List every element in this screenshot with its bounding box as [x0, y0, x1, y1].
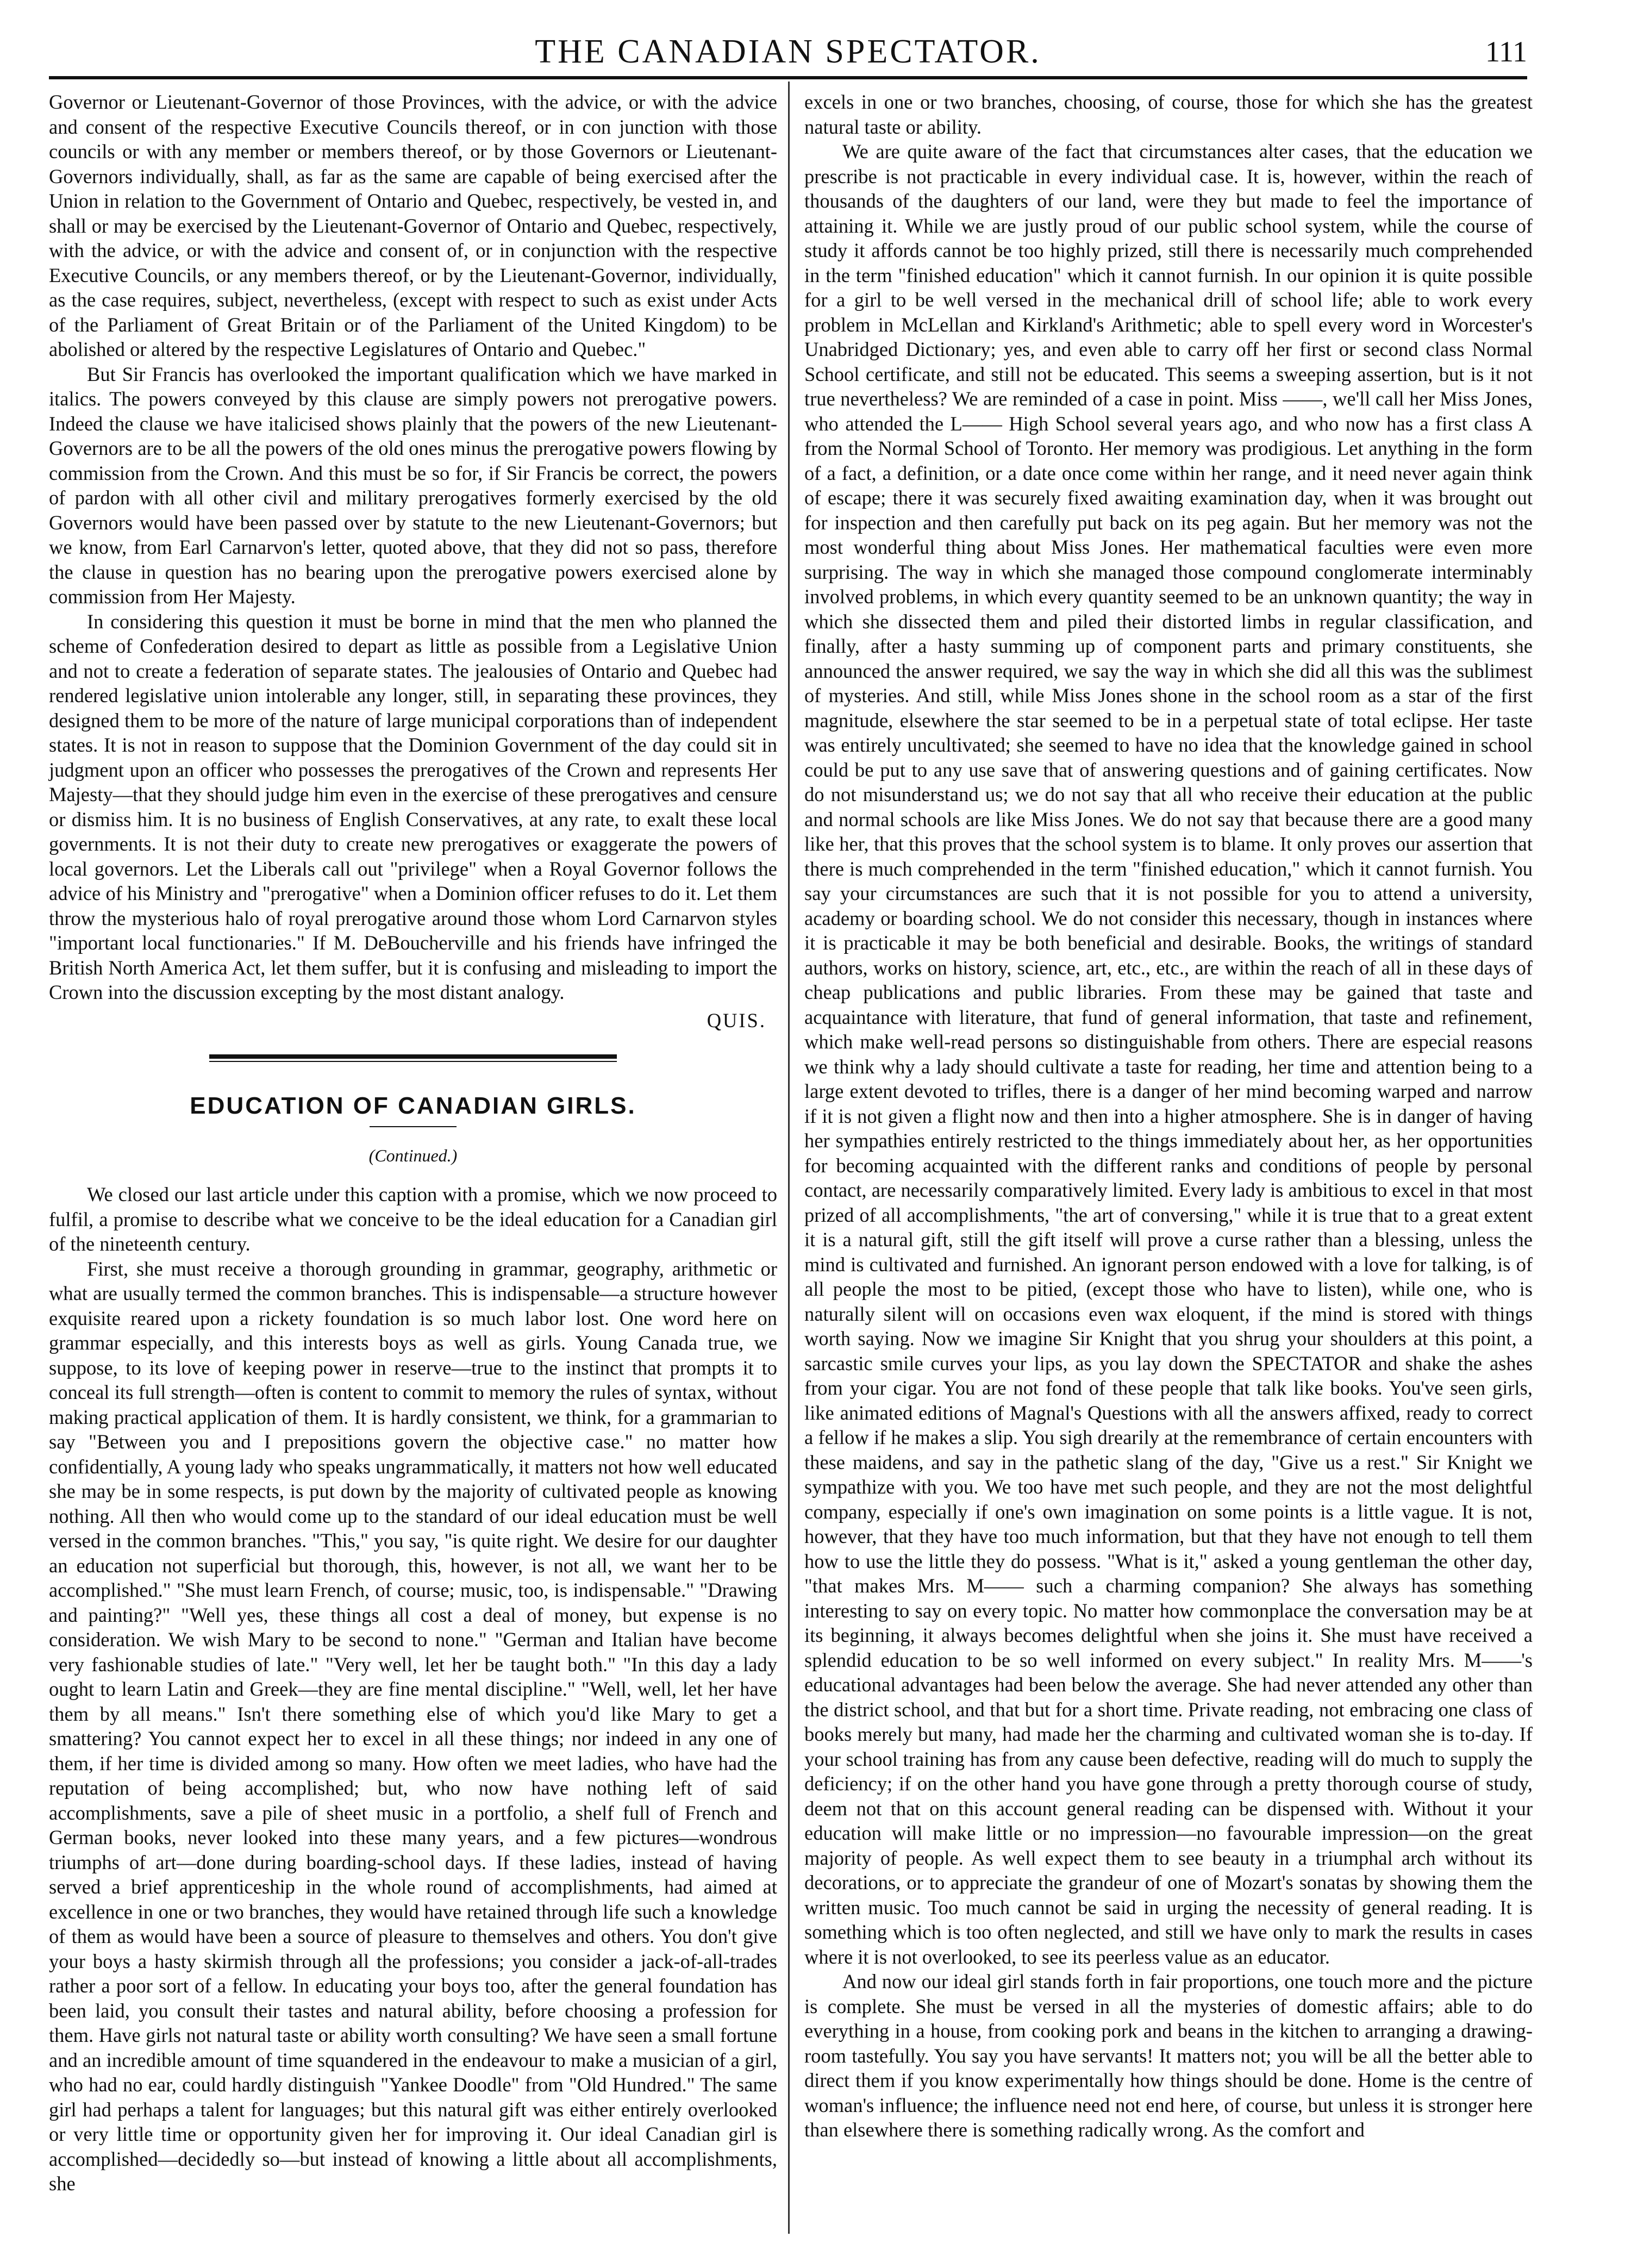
right-column: [804, 90, 1533, 2142]
masthead-title: THE CANADIAN SPECTATOR.: [535, 33, 1041, 70]
signature: QUIS.: [707, 1009, 766, 1032]
paragraph: And now our ideal girl stands forth in fair proportions, one touch more and the picture is complete. She must be versed in all the mysteries of domestic affairs; able to do everything in a house, from cooking pork and beans in the kitchen to arranging a drawing-room tastefully. You say you have servants! It matters not; you will be all the better able to direct them if you know experimentally how things should be done. Home is the centre of woman's influence; the influence need not end here, of course, but unless it is stronger here than elsewhere there is something radically wrong. As the comfort and: [804, 1970, 1533, 2141]
page-number: 111: [1485, 35, 1527, 68]
column-divider: [788, 82, 790, 2234]
paragraph: excels in one or two branches, choosing, of course, those for which she has the greatest natural taste or ability.: [804, 91, 1533, 138]
section-title: EDUCATION OF CANADIAN GIRLS.: [190, 1092, 636, 1119]
paragraph: We closed our last article under this caption with a promise, which we now proceed to fulfil, a promise to describe what we conceive to be the ideal education for a Canadian girl of the nineteenth century.: [49, 1183, 777, 1255]
paragraph: First, she must receive a thorough grounding in grammar, geography, arithmetic or what are usually termed the common branches. This is indispensable—a structure however exquisite reared upon a rickety foundation is so much labor lost. One word here on grammar especially, and this interests boys as well as girls. Young Canada true, we suppose, to its love of keeping power in reserve—true to the instinct that prompts it to conceal its full strength—often is content to commit to memory the rules of syntax, without making practical application of them. It is hardly consistent, we think, for a grammarian to say "Between you and I prepositions govern the objective case." no matter how confidentially, A young lady who speaks ungrammatically, it matters not how well educated she may be in some respects, is put down by the majority of cultivated people as knowing nothing. All then who would come up to the standard of our ideal education must be well versed in the common branches. "This," you say, "is quite right. We desire for our daughter an education not superficial but thorough, this, however, is not all, we want her to be accomplished." "She must learn French, of course; music, too, is indispensable." "Drawing and painting?" "Well yes, these things all cost a deal of money, but expense is no consideration. We wish Mary to be second to none." "German and Italian have become very fashionable studies of late." "Very well, let her be taught both." "In this day a lady ought to learn Latin and Greek—they are fine mental discipline." "Well, well, let her have them by all means." Isn't there something else of which you'd like Mary to get a smattering? You cannot expect her to excel in all these things; nor indeed in any one of them, if her time is divided among so many. How often we meet ladies, who have had the reputation of being accomplished; but, who now have nothing left of said accomplishments, save a pile of sheet music in a portfolio, a shelf full of French and German books, never looked into these many years, and a few pictures—wondrous triumphs of art—done during boarding-school days. If these ladies, instead of having served a brief apprenticeship in the whole round of accomplishments, had aimed at excellence in one or two branches, they would have retained through life such a knowledge of them as would have been a source of pleasure to themselves and others. You don't give your boys a hasty skirmish through all the professions; you consider a jack-of-all-trades rather a poor sort of a fellow. In educating your boys too, after the general foundation has been laid, you consult their tastes and natural ability, before choosing a profession for them. Have girls not natural taste or ability worth consulting? We have seen a small fortune and an incredible amount of time squandered in the endeavour to make a musician of a girl, who had no ear, could hardly distinguish "Yankee Doodle" from "Old Hundred." The same girl had perhaps a talent for languages; but this natural gift was either entirely overlooked or very little time or opportunity given her for improving it. Our ideal Canadian girl is accomplished—decidedly so—but instead of knowing a little about all accomplishments, she: [49, 1257, 777, 2195]
paragraph: But Sir Francis has overlooked the important qualification which we have marked in italics. The powers conveyed by this clause are simply powers not prerogative powers. Indeed the clause we have italicised shows plainly that the powers of the new Lieutenant-Governors are to be all the powers of the old ones minus the prerogative powers flowing by commission from the Crown. And this must be so for, if Sir Francis be correct, the powers of pardon with all other civil and military prerogatives formerly exercised by the old Governors would have been passed over by statute to the new Lieutenant-Governors; but we know, from Earl Carnarvon's letter, quoted above, that they did not so pass, therefore the clause in question has no bearing upon the prerogative powers exercised alone by commission from Her Majesty.: [49, 363, 777, 608]
paragraph: We are quite aware of the fact that circumstances alter cases, that the education we prescribe is not practicable in every individual case. It is, however, within the reach of thousands of the daughters of our land, were they but made to feel the importance of attaining it. While we are justly proud of our public school system, while the course of study it affords cannot be too highly prized, still there is necessarily much comprehended in the term "finished education" which it cannot furnish. In our opinion it is quite possible for a girl to be well versed in the mechanical drill of school life; able to work every problem in McLellan and Kirkland's Arithmetic; able to spell every word in Worcester's Unabridged Dictionary; yes, and even able to carry off her first or second class Normal School certificate, and still not be educated. This seems a sweeping assertion, but is it not true nevertheless? We are reminded of a case in point. Miss ——, we'll call her Miss Jones, who attended the L—— High School several years ago, and who now has a first class A from the Normal School of Toronto. Her memory was prodigious. Let anything in the form of a fact, a definition, or a date once come within her range, and it need never again think of escape; there it was securely fixed awaiting examination day, when it was brought out for inspection and then carefully put back on its peg again. But her memory was not the most wonderful thing about Miss Jones. Her mathematical faculties were even more surprising. The way in which she managed those compound conglomerate interminably involved problems, in which every quantity seemed to be an unknown quantity; the way in which she dissected them and piled their distorted limbs in regular classification, and finally, after a hasty summing up of component parts and primary constituents, she announced the answer required, we say the way in which she did all this was the sublimest of mysteries. And still, while Miss Jones shone in the school room as a star of the first magnitude, elsewhere the star seemed to be in a perpetual state of total eclipse. Her taste was entirely uncultivated; she seemed to have no idea that the knowledge gained in school could be put to any use save that of answering questions and of gaining certificates. Now do not misunderstand us; we do not say that all who receive their education at the public and normal schools are like Miss Jones. We do not say that because there are a good many like her, that this proves that the school system is to blame. It only proves our assertion that there is much comprehended in the term "finished education," which it cannot furnish. You say your circumstances are such that it is not possible for you to attend a university, academy or boarding school. We do not consider this necessary, though in instances where it is practicable it may be both beneficial and desirable. Books, the writings of standard authors, works on history, science, art, etc., etc., are within the reach of all in these days of cheap publications and public libraries. From these may be gained that taste and acquaintance with literature, that fund of general information, that taste and refinement, which make well-read persons so distinguishable from others. There are especial reasons we think why a lady should cultivate a taste for reading, her time and attention being to a large extent devoted to trifles, there is a danger of her mind becoming warped and narrow if it is not given a flight now and then into a higher atmosphere. She is in danger of having her sympathies entirely restricted to the things immediately about her, as her opportunities for becoming acquainted with the different ranks and conditions of people by personal contact, are necessarily comparatively limited. Every lady is ambitious to excel in that most prized of all accomplishments, "the art of conversing," while it is true that to a great extent it is a natural gift, still the gift itself will prove a curse rather than a blessing, unless the mind is cultivated and furnished. An ignorant person endowed with a love for talking, is of all people the most to be pitied, (except those who have to listen), while one, who is naturally silent will on occasions even wax eloquent, if the mind is stored with things worth saying. Now we imagine Sir Knight that you shrug your shoulders at this point, a sarcastic smile curves your lips, as you lay down the SPECTATOR and shake the ashes from your cigar. You are not fond of these people that talk like books. You've seen girls, like animated editions of Magnal's Questions with all the answers affixed, ready to correct a fellow if he makes a slip. You sigh drearily at the remembrance of certain encounters with these maidens, and say in the pathetic slang of the day, "Give us a rest." Sir Knight we sympathize with you. We too have met such people, and they are not the most delightful company, especially if one's own imagination on some points is a little vague. It is not, however, that they have too much information, but that they have not enough to tell them how to use the little they do possess. "What is it," asked a young gentleman the other day, "that makes Mrs. M—— such a charming companion? She always has something interesting to say on every topic. No matter how commonplace the conversation may be at its beginning, it always becomes delightful when she joins it. She must have received a splendid education to be so well informed on every subject." In reality Mrs. M——'s educational advantages had been below the average. She had never attended any other than the district school, and that but for a short time. Private reading, not embracing one class of books merely but many, had made her the charming and cultivated woman she is to-day. If your school training has from any cause been defective, reading will do much to supply the deficiency; if on the other hand you have gone through a pretty thorough course of study, deem not that on this account general reading can be dispensed with. Without it your education will make little or no impression—no favourable impression—on the great majority of people. As well expect them to see beauty in a triumphal arch without its decorations, or to appreciate the grandeur of one of Mozart's sonatas by showing them the written music. Too much cannot be said in urging the necessity of general reading. It is something which is too often neglected, and still we have only to mark the results in cases where it is not overlooked, to see its peerless value as an educator.: [804, 140, 1533, 1968]
continued-note: (Continued.): [368, 1145, 458, 1165]
title-underline: [370, 1126, 457, 1127]
page-header: [49, 33, 1527, 71]
left-column: [49, 90, 777, 2196]
header-rule: [49, 76, 1527, 79]
paragraph: In considering this question it must be borne in mind that the men who planned the scheme of Confederation desired to depart as little as possible from a Legislative Union and not to create a federation of separate states. The jealousies of Ontario and Quebec had rendered legislative union intolerable any longer, still, in separating these provinces, they designed them to be more of the nature of large municipal corporations than of independent states. It is not in reason to suppose that the Dominion Government of the day could sit in judgment upon an officer who possesses the prerogatives of the Crown and represents Her Majesty—that they should judge him even in the exercise of these prerogatives and censure or dismiss him. It is no business of English Conservatives, at any rate, to exalt these local governments. It is not their duty to create new prerogatives or exaggerate the powers of local governors. Let the Liberals call out "privilege" when a Royal Governor follows the advice of his Ministry and "prerogative" when a Dominion officer refuses to do it. Let them throw the mysterious halo of royal prerogative around those whom Lord Carnarvon styles "important local functionaries." If M. DeBoucherville and his friends have infringed the British North America Act, let them suffer, but it is confusing and misleading to import the Crown into the discussion excepting by the most distant analogy.: [49, 610, 777, 1003]
section-divider: [209, 1054, 617, 1062]
paragraph: Governor or Lieutenant-Governor of those Provinces, with the advice, or with the advice and consent of the respective Executive Councils thereof, or in con junction with those councils or with any member or members thereof, or by those Governors or Lieutenant-Governors individually, shall, as far as the same are capable of being exercised after the Union in relation to the Government of Ontario and Quebec, respectively, be vested in, and shall or may be exercised by the Lieutenant-Governor of Ontario and Quebec, respectively, with the advice, or with the advice and consent of, or in conjunction with the respective Executive Councils, or any members thereof, or by the Lieutenant-Governor, individually, as the case requires, subject, nevertheless, (except with respect to such as exist under Acts of the Parliament of Great Britain or of the Parliament of the United Kingdom) to be abolished or altered by the respective Legislatures of Ontario and Quebec.": [49, 91, 777, 360]
